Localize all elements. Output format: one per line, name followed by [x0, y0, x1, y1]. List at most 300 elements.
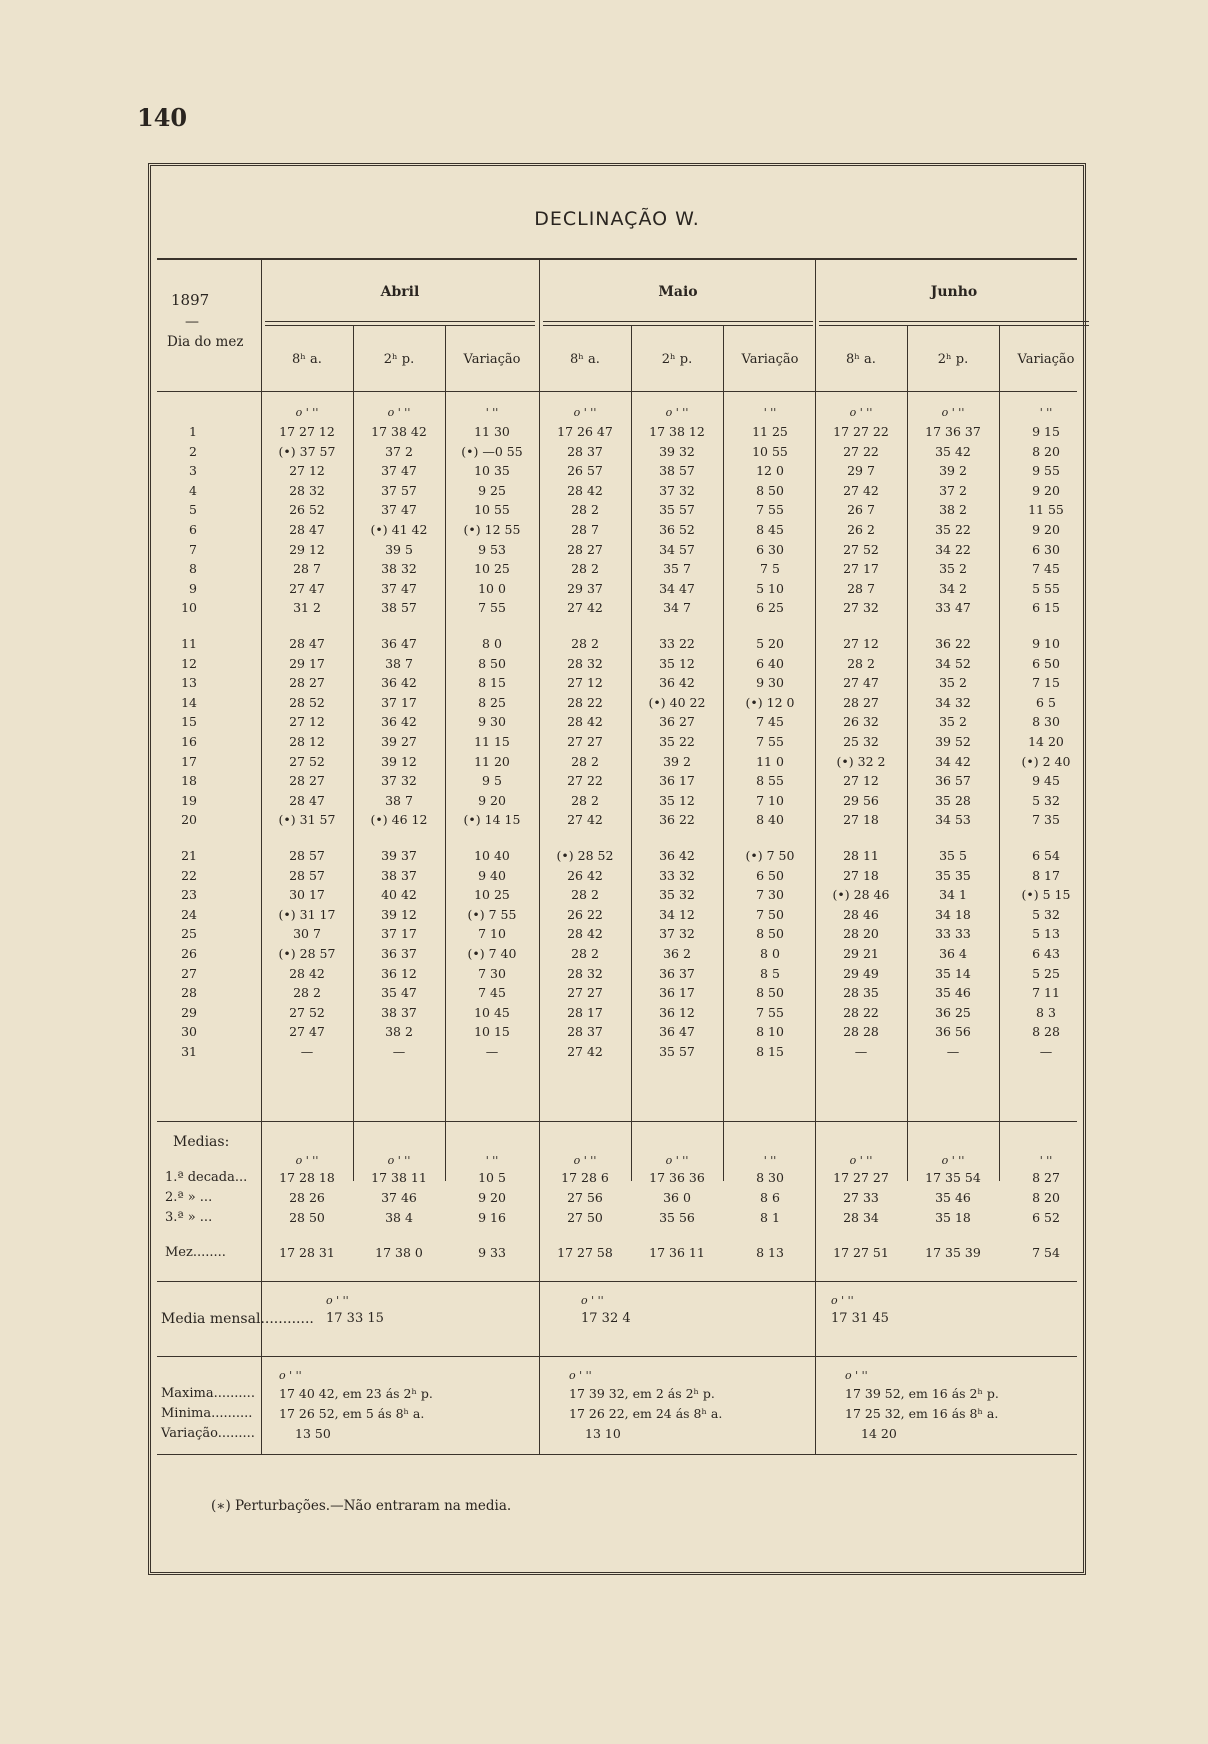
table-cell: 5 55: [1032, 580, 1060, 596]
table-cell: (•) 12 0: [745, 694, 795, 710]
table-cell: 17 38 42: [371, 424, 427, 439]
table-cell: 36 42: [381, 675, 417, 691]
minima-value: 17 26 22, em 24 ás 8ʰ a.: [569, 1406, 723, 1421]
table-cell: 27 47: [289, 580, 325, 596]
table-cell: 38 57: [659, 463, 695, 479]
medias-cell: 17 36 36: [649, 1170, 705, 1185]
media-mensal-value: 17 32 4: [581, 1311, 631, 1326]
table-cell: —: [1039, 1044, 1053, 1059]
medias-cell: 17 28 18: [279, 1170, 335, 1185]
table-cell: 27 12: [843, 773, 879, 789]
mez-cell: 17 28 31: [279, 1245, 335, 1260]
media-mensal-value: 17 31 45: [831, 1311, 889, 1326]
table-cell: 38 37: [381, 867, 417, 883]
table-cell: 6 5: [1036, 694, 1056, 710]
maxima-value: 17 39 32, em 2 ás 2ʰ p.: [569, 1386, 715, 1401]
col-2h-afternoon: 2ʰ p.: [383, 352, 415, 367]
table-cell: 36 37: [381, 946, 417, 961]
units-label: ' '': [485, 406, 499, 419]
table-cell: 39 37: [381, 848, 417, 863]
units-label: o ' '': [295, 406, 319, 419]
day-number: 17: [181, 753, 197, 769]
table-cell: 28 42: [567, 926, 603, 942]
day-number: 27: [181, 965, 197, 981]
medias-cell: 6 52: [1032, 1210, 1060, 1225]
table-cell: 8 15: [478, 675, 506, 691]
table-cell: 28 42: [289, 965, 325, 981]
table-cell: 7 45: [1032, 561, 1060, 577]
day-of-month-label: Dia do mez: [167, 334, 244, 350]
table-cell: 5 10: [756, 580, 784, 596]
day-number: 6: [189, 522, 197, 537]
table-cell: 10 55: [474, 502, 510, 518]
table-cell: (•) 32 2: [836, 753, 886, 769]
table-cell: 37 17: [381, 926, 417, 942]
table-cell: 7 55: [756, 1004, 784, 1020]
units-label: o ' '': [569, 1369, 592, 1382]
maxima-label: Maxima..........: [161, 1386, 255, 1401]
table-cell: 35 57: [659, 1044, 695, 1059]
table-cell: 7 30: [478, 965, 506, 981]
table-cell: 28 27: [289, 773, 325, 789]
units-label: o ' '': [941, 406, 965, 419]
table-cell: 36 2: [663, 946, 691, 961]
month-abril: Abril: [380, 284, 420, 300]
mez-cell: 8 13: [756, 1245, 784, 1260]
table-cell: 11 15: [474, 734, 510, 749]
table-cell: 36 47: [659, 1024, 695, 1040]
table-cell: 8 17: [1032, 867, 1060, 883]
units-label: o ' '': [573, 406, 597, 419]
table-cell: 28 17: [567, 1004, 603, 1020]
table-cell: 11 20: [474, 753, 510, 769]
table-cell: 28 2: [571, 502, 599, 518]
table-cell: 26 57: [567, 463, 603, 479]
medias-cell: 27 33: [843, 1190, 879, 1205]
mez-cell: 17 38 0: [375, 1245, 423, 1260]
table-cell: 6 40: [756, 655, 784, 671]
units-label: o ' '': [845, 1369, 868, 1382]
table-cell: —: [392, 1044, 406, 1059]
table-cell: 38 7: [385, 655, 413, 671]
day-number: 24: [181, 906, 197, 922]
units-label: o ' '': [849, 406, 873, 419]
table-cell: 28 27: [567, 541, 603, 557]
units-label: ' '': [763, 1154, 777, 1167]
table-cell: 5 32: [1032, 792, 1060, 808]
table-cell: 27 27: [567, 734, 603, 749]
medias-cell: 17 35 54: [925, 1170, 981, 1185]
table-cell: 27 12: [289, 463, 325, 479]
day-number: 9: [189, 580, 197, 596]
table-cell: 28 2: [571, 946, 599, 961]
table-cell: 39 12: [381, 906, 417, 922]
day-number: 3: [189, 463, 197, 479]
table-cell: 28 2: [571, 792, 599, 808]
table-cell: 9 20: [478, 792, 506, 808]
medias-cell: 28 26: [289, 1190, 325, 1205]
table-cell: 35 2: [939, 675, 967, 691]
day-number: 16: [181, 734, 197, 749]
table-cell: 17 27 12: [279, 424, 335, 439]
table-cell: 38 37: [381, 1004, 417, 1020]
table-cell: 35 2: [939, 714, 967, 730]
units-label: o ' '': [326, 1294, 349, 1307]
footnote: (∗) Perturbações.—Não entraram na media.: [211, 1498, 512, 1514]
table-cell: 27 22: [567, 773, 603, 789]
table-cell: 26 2: [847, 522, 875, 537]
table-cell: (•) 41 42: [370, 522, 428, 537]
table-cell: (•) —0 55: [461, 443, 523, 459]
units-label: o ' '': [849, 1154, 873, 1167]
table-cell: 7 55: [478, 600, 506, 616]
day-number: 31: [181, 1044, 197, 1059]
table-cell: 37 47: [381, 463, 417, 479]
table-cell: 11 0: [756, 753, 784, 769]
mez-cell: 17 27 51: [833, 1245, 889, 1260]
minima-value: 17 25 32, em 16 ás 8ʰ a.: [845, 1406, 999, 1421]
medias-cell: 28 50: [289, 1210, 325, 1225]
table-cell: 36 57: [935, 773, 971, 789]
table-cell: 10 55: [752, 443, 788, 459]
table-cell: 28 22: [567, 694, 603, 710]
table-cell: 36 4: [939, 946, 967, 961]
table-cell: 38 32: [381, 561, 417, 577]
table-cell: 36 22: [659, 812, 695, 828]
table-cell: (•) 2 40: [1021, 753, 1071, 769]
table-cell: 29 21: [843, 946, 879, 961]
table-cell: 37 2: [939, 482, 967, 498]
table-cell: 28 42: [567, 482, 603, 498]
table-cell: 30 7: [293, 926, 321, 942]
units-label: o ' '': [295, 1154, 319, 1167]
table-cell: 31 2: [293, 600, 321, 616]
medias-cell: 8 1: [760, 1210, 780, 1225]
month-header-rule: [819, 321, 1089, 326]
day-number: 14: [181, 694, 197, 710]
table-cell: 6 30: [756, 541, 784, 557]
table-cell: 34 32: [935, 694, 971, 710]
table-cell: 9 53: [478, 541, 506, 557]
media-mensal-label: Media mensal............: [161, 1311, 314, 1327]
table-cell: 34 53: [935, 812, 971, 828]
day-number: 15: [181, 714, 197, 730]
day-number: 19: [181, 792, 197, 808]
table-cell: 38 7: [385, 792, 413, 808]
medias-cell: 17 38 11: [371, 1170, 427, 1185]
medias-cell: 38 4: [385, 1210, 413, 1225]
table-cell: 28 2: [847, 655, 875, 671]
table-cell: 39 32: [659, 443, 695, 459]
table-cell: 26 52: [289, 502, 325, 518]
table-cell: 37 17: [381, 694, 417, 710]
table-cell: 9 20: [1032, 522, 1060, 537]
table-cell: 10 25: [474, 561, 510, 577]
table-cell: 37 47: [381, 580, 417, 596]
day-number: 8: [189, 561, 197, 577]
day-number: 26: [181, 946, 197, 961]
table-cell: 27 32: [843, 600, 879, 616]
table-cell: 9 20: [1032, 482, 1060, 498]
table-cell: 26 7: [847, 502, 875, 518]
maxima-value: 17 39 52, em 16 ás 2ʰ p.: [845, 1386, 999, 1401]
table-cell: 28 7: [847, 580, 875, 596]
table-cell: —: [300, 1044, 314, 1059]
table-cell: 28 7: [293, 561, 321, 577]
table-cell: 27 42: [567, 1044, 603, 1059]
table-cell: 33 32: [659, 867, 695, 883]
table-cell: 6 25: [756, 600, 784, 616]
table-cell: 28 28: [843, 1024, 879, 1040]
table-cell: 39 2: [663, 753, 691, 769]
table-cell: 34 52: [935, 655, 971, 671]
table-cell: (•) 28 52: [556, 848, 614, 863]
table-cell: 28 42: [567, 714, 603, 730]
mez-label: Mez........: [165, 1245, 226, 1260]
table-cell: 36 42: [381, 714, 417, 730]
table-cell: 7 55: [756, 502, 784, 518]
table-cell: 5 32: [1032, 906, 1060, 922]
table-frame: [148, 163, 1086, 1575]
table-cell: 17 26 47: [557, 424, 613, 439]
table-cell: 12 0: [756, 463, 784, 479]
table-cell: 9 10: [1032, 636, 1060, 651]
variacao-value: 13 50: [295, 1426, 331, 1441]
medias-cell: 35 46: [935, 1190, 971, 1205]
units-label: o ' '': [387, 1154, 411, 1167]
table-cell: 6 30: [1032, 541, 1060, 557]
table-cell: 34 2: [939, 580, 967, 596]
month-junho: Junho: [930, 284, 978, 300]
day-number: 5: [189, 502, 197, 518]
table-cell: (•) 14 15: [463, 812, 521, 828]
minima-value: 17 26 52, em 5 ás 8ʰ a.: [279, 1406, 425, 1421]
table-cell: 10 45: [474, 1004, 510, 1020]
table-cell: 6 50: [1032, 655, 1060, 671]
table-cell: —: [485, 1044, 499, 1059]
table-cell: 7 10: [756, 792, 784, 808]
day-number: 21: [181, 848, 197, 863]
units-label: o ' '': [387, 406, 411, 419]
table-cell: 9 30: [756, 675, 784, 691]
sub-divider: [445, 326, 446, 1181]
table-cell: 27 18: [843, 812, 879, 828]
table-cell: 8 15: [756, 1044, 784, 1059]
table-cell: 33 22: [659, 636, 695, 651]
table-cell: 9 15: [1032, 424, 1060, 439]
table-cell: 34 47: [659, 580, 695, 596]
table-cell: 35 12: [659, 792, 695, 808]
table-cell: 27 52: [843, 541, 879, 557]
table-cell: 28 47: [289, 522, 325, 537]
table-cell: 27 42: [843, 482, 879, 498]
table-cell: 10 35: [474, 463, 510, 479]
table-cell: 35 35: [935, 867, 971, 883]
units-label: o ' '': [941, 1154, 965, 1167]
day-number: 20: [181, 812, 197, 828]
medias-top-rule: [157, 1121, 1077, 1122]
mez-cell: 17 35 39: [925, 1245, 981, 1260]
table-cell: 39 52: [935, 734, 971, 749]
table-cell: —: [854, 1044, 868, 1059]
table-cell: 27 27: [567, 985, 603, 1001]
table-cell: 36 42: [659, 848, 695, 863]
table-cell: 8 0: [482, 636, 502, 651]
table-cell: 29 56: [843, 792, 879, 808]
day-number: 4: [189, 482, 197, 498]
year-dash: —: [185, 314, 199, 330]
variacao-value: 13 10: [585, 1426, 621, 1441]
table-cell: (•) 46 12: [370, 812, 428, 828]
month-maio: Maio: [658, 284, 698, 300]
header-bottom-rule: [157, 391, 1077, 392]
medias-label: Medias:: [173, 1134, 230, 1150]
medias-cell: 27 50: [567, 1210, 603, 1225]
table-cell: 28 2: [571, 561, 599, 577]
table-cell: (•) 31 17: [278, 906, 336, 922]
year-label: 1897: [171, 291, 210, 309]
col-variation: Variação: [463, 352, 521, 367]
table-cell: 34 22: [935, 541, 971, 557]
table-cell: 7 30: [756, 887, 784, 903]
table-cell: 39 27: [381, 734, 417, 749]
table-cell: 7 11: [1032, 985, 1060, 1001]
medias-cell: 8 6: [760, 1190, 780, 1205]
day-number: 12: [181, 655, 197, 671]
col-2h-afternoon: 2ʰ p.: [937, 352, 969, 367]
units-label: o ' '': [573, 1154, 597, 1167]
col-8h-morning: 8ʰ a.: [570, 352, 600, 367]
table-cell: 8 5: [760, 965, 780, 981]
medias-cell: 36 0: [663, 1190, 691, 1205]
table-cell: 9 5: [482, 773, 502, 789]
table-cell: 10 40: [474, 848, 510, 863]
table-cell: 27 47: [843, 675, 879, 691]
mez-cell: 17 27 58: [557, 1245, 613, 1260]
table-cell: 28 2: [293, 985, 321, 1001]
table-cell: 28 2: [571, 887, 599, 903]
table-cell: 38 57: [381, 600, 417, 616]
table-cell: 26 42: [567, 867, 603, 883]
table-cell: 28 32: [567, 965, 603, 981]
day-number: 1: [189, 424, 197, 439]
table-cell: 28 27: [289, 675, 325, 691]
table-cell: 27 18: [843, 867, 879, 883]
table-cell: 26 32: [843, 714, 879, 730]
table-cell: 6 15: [1032, 600, 1060, 616]
extremes-top-rule: [157, 1356, 1077, 1357]
table-cell: 39 2: [939, 463, 967, 479]
table-cell: (•) 7 55: [467, 906, 517, 922]
table-cell: 7 45: [756, 714, 784, 730]
table-cell: 8 30: [1032, 714, 1060, 730]
table-cell: 9 40: [478, 867, 506, 883]
table-cell: 5 13: [1032, 926, 1060, 942]
table-cell: 10 0: [478, 580, 506, 596]
units-label: o ' '': [279, 1369, 302, 1382]
table-cell: 9 30: [478, 714, 506, 730]
table-cell: (•) 7 50: [745, 848, 795, 863]
table-cell: (•) 5 15: [1021, 887, 1071, 903]
table-cell: 8 10: [756, 1024, 784, 1040]
table-cell: (•) 12 55: [463, 522, 521, 537]
table-cell: 36 52: [659, 522, 695, 537]
table-title: DECLINAÇÃO W.: [534, 208, 700, 230]
table-cell: 33 33: [935, 926, 971, 942]
table-cell: 27 12: [567, 675, 603, 691]
table-cell: (•) 40 22: [648, 694, 706, 710]
table-cell: 8 3: [1036, 1004, 1056, 1020]
title-box: [157, 172, 1077, 260]
medias-cell: 37 46: [381, 1190, 417, 1205]
table-cell: 28 32: [567, 655, 603, 671]
media-mensal-value: 17 33 15: [326, 1311, 384, 1326]
table-cell: 29 49: [843, 965, 879, 981]
table-cell: 35 42: [935, 443, 971, 459]
table-cell: 34 18: [935, 906, 971, 922]
table-cell: 8 50: [756, 926, 784, 942]
table-cell: 36 25: [935, 1004, 971, 1020]
table-cell: 11 55: [1028, 502, 1064, 518]
table-cell: 28 7: [571, 522, 599, 537]
table-cell: 25 32: [843, 734, 879, 749]
table-cell: 28 20: [843, 926, 879, 942]
table-cell: 39 12: [381, 753, 417, 769]
table-cell: 28 2: [571, 636, 599, 651]
sub-divider: [999, 326, 1000, 1181]
col-variation: Variação: [1017, 352, 1075, 367]
table-cell: 35 7: [663, 561, 691, 577]
table-cell: 5 20: [756, 636, 784, 651]
day-number: 13: [181, 675, 197, 691]
table-cell: 28 37: [567, 1024, 603, 1040]
day-number: 2: [189, 443, 197, 459]
col-8h-morning: 8ʰ a.: [846, 352, 876, 367]
col-2h-afternoon: 2ʰ p.: [661, 352, 693, 367]
maxima-value: 17 40 42, em 23 ás 2ʰ p.: [279, 1386, 433, 1401]
units-label: o ' '': [665, 406, 689, 419]
table-cell: 28 46: [843, 906, 879, 922]
medias-cell: 17 28 6: [561, 1170, 609, 1185]
table-cell: 36 12: [381, 965, 417, 981]
decade-label: 2.ª » ...: [165, 1190, 213, 1205]
table-cell: 9 25: [478, 482, 506, 498]
table-cell: 8 28: [1032, 1024, 1060, 1040]
table-cell: 39 5: [385, 541, 413, 557]
table-cell: 7 45: [478, 985, 506, 1001]
table-cell: 9 45: [1032, 773, 1060, 789]
table-cell: 28 47: [289, 636, 325, 651]
table-cell: 8 25: [478, 694, 506, 710]
table-cell: 28 12: [289, 734, 325, 749]
table-cell: 35 47: [381, 985, 417, 1001]
table-cell: 8 45: [756, 522, 784, 537]
table-cell: 27 42: [567, 600, 603, 616]
table-cell: 5 25: [1032, 965, 1060, 981]
table-cell: 34 57: [659, 541, 695, 557]
table-cell: 36 37: [659, 965, 695, 981]
table-cell: —: [946, 1044, 960, 1059]
table-cell: 28 32: [289, 482, 325, 498]
table-cell: 28 2: [571, 753, 599, 769]
table-cell: (•) 7 40: [467, 946, 517, 961]
table-cell: 11 30: [474, 424, 510, 439]
day-number: 29: [181, 1004, 197, 1020]
units-label: ' '': [1039, 1154, 1053, 1167]
table-cell: 6 54: [1032, 848, 1060, 863]
table-cell: 36 22: [935, 636, 971, 651]
table-cell: 35 57: [659, 502, 695, 518]
